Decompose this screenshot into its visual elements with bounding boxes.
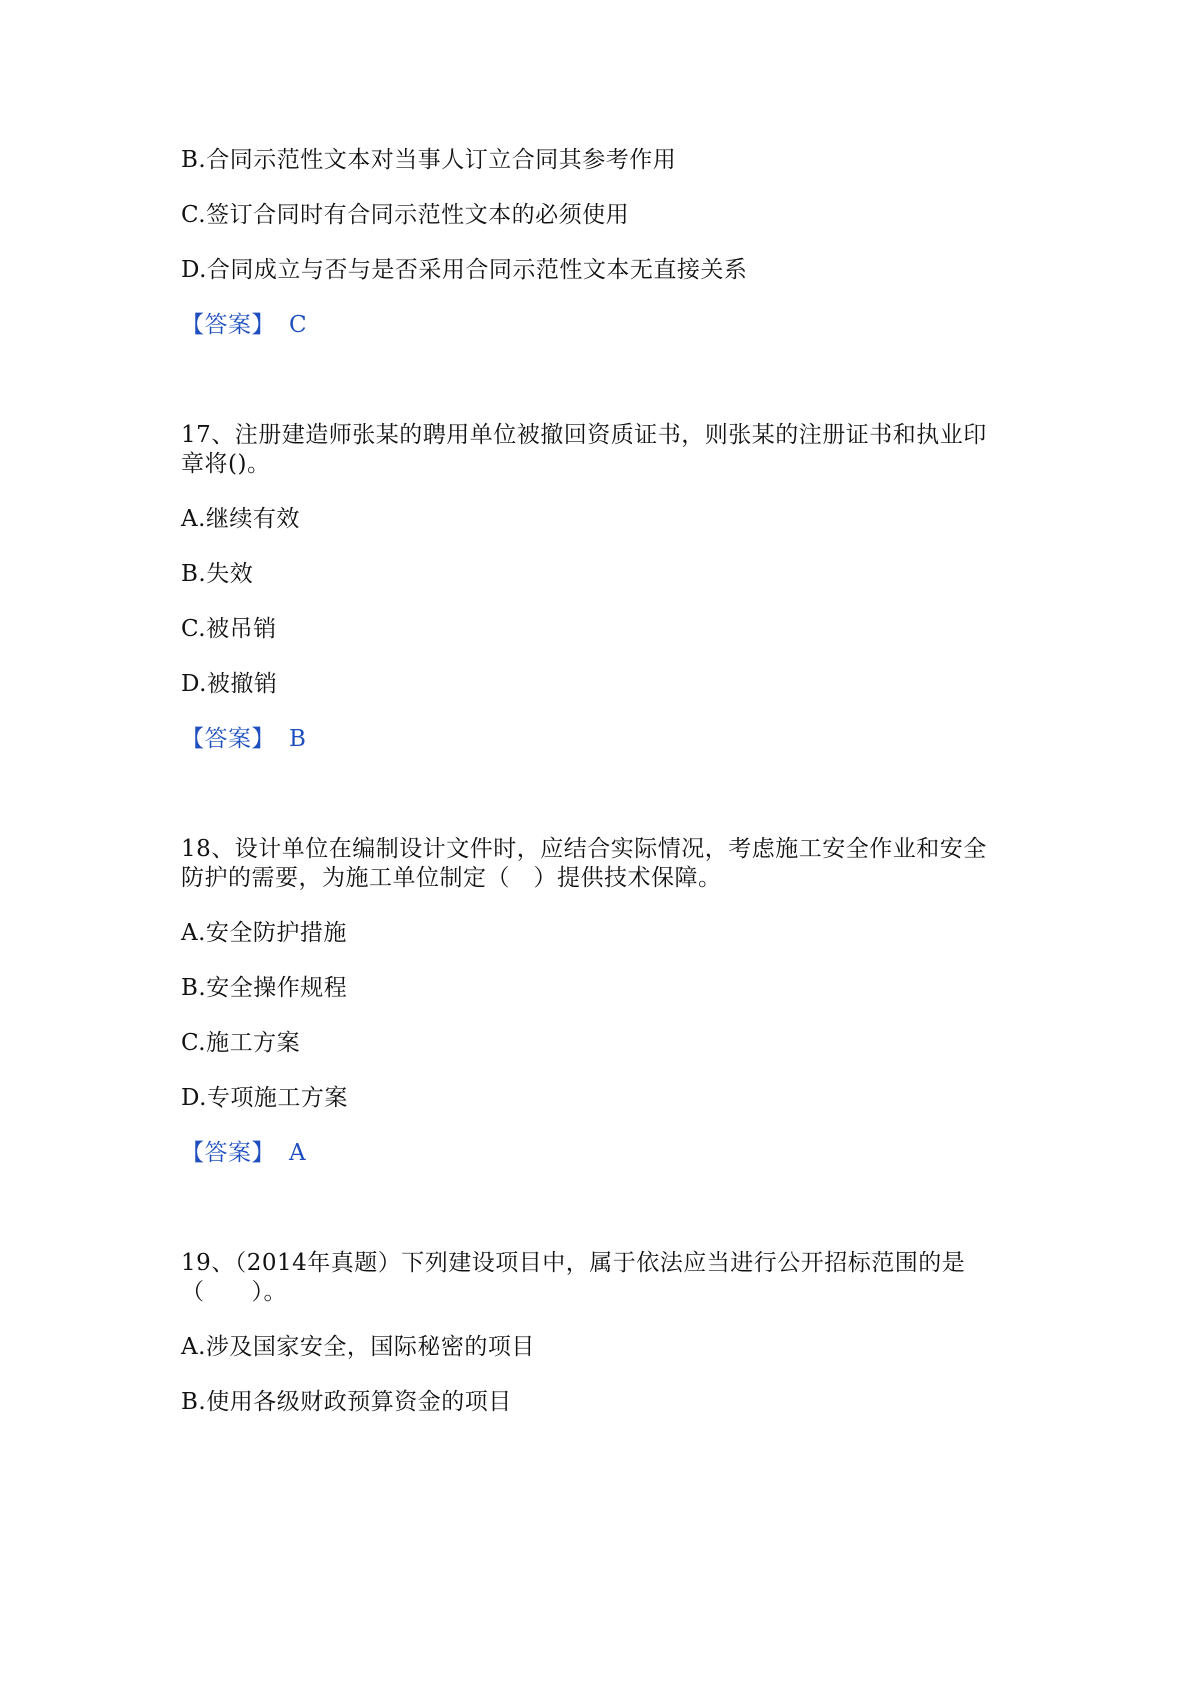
answer-label: 【答案】 xyxy=(181,726,275,752)
q17-option-a: A.继续有效 xyxy=(181,506,300,532)
q17-option-b: B.失效 xyxy=(181,561,254,587)
q16-answer xyxy=(181,310,307,340)
q17-option-d: D.被撤销 xyxy=(181,671,278,697)
answer-label: 【答案】 xyxy=(181,1140,275,1166)
q17-option-c: C.被吊销 xyxy=(181,616,277,642)
q18-option-c: C.施工方案 xyxy=(181,1030,301,1056)
q18-stem-line-2: 防护的需要，为施工单位制定（ ）提供技术保障。 xyxy=(181,865,722,891)
q19-option-b: B.使用各级财政预算资金的项目 xyxy=(181,1389,512,1415)
answer-value: B xyxy=(289,726,307,752)
answer-value: C xyxy=(289,312,308,338)
q17-stem-line-2: 章将()。 xyxy=(181,451,271,477)
q16-option-c: C.签订合同时有合同示范性文本的必须使用 xyxy=(181,202,630,228)
answer-value: A xyxy=(289,1140,307,1166)
q17-stem-line-1: 17、注册建造师张某的聘用单位被撤回资质证书，则张某的注册证书和执业印 xyxy=(181,422,987,448)
q18-option-a: A.安全防护措施 xyxy=(181,920,347,946)
q18-option-d: D.专项施工方案 xyxy=(181,1085,348,1111)
q18-answer xyxy=(181,1138,306,1168)
q17-answer xyxy=(181,724,306,754)
q19-stem-line-2: （ ）。 xyxy=(181,1279,287,1305)
answer-label: 【答案】 xyxy=(181,312,275,338)
q19-stem-line-1: 19、（2014年真题）下列建设项目中，属于依法应当进行公开招标范围的是 xyxy=(181,1250,966,1276)
q16-option-d: D.合同成立与否与是否采用合同示范性文本无直接关系 xyxy=(181,257,748,283)
q18-option-b: B.安全操作规程 xyxy=(181,975,348,1001)
q18-stem-line-1: 18、设计单位在编制设计文件时，应结合实际情况，考虑施工安全作业和安全 xyxy=(181,836,987,862)
q19-option-a: A.涉及国家安全，国际秘密的项目 xyxy=(181,1334,535,1360)
q16-option-b: B.合同示范性文本对当事人订立合同其参考作用 xyxy=(181,147,677,173)
